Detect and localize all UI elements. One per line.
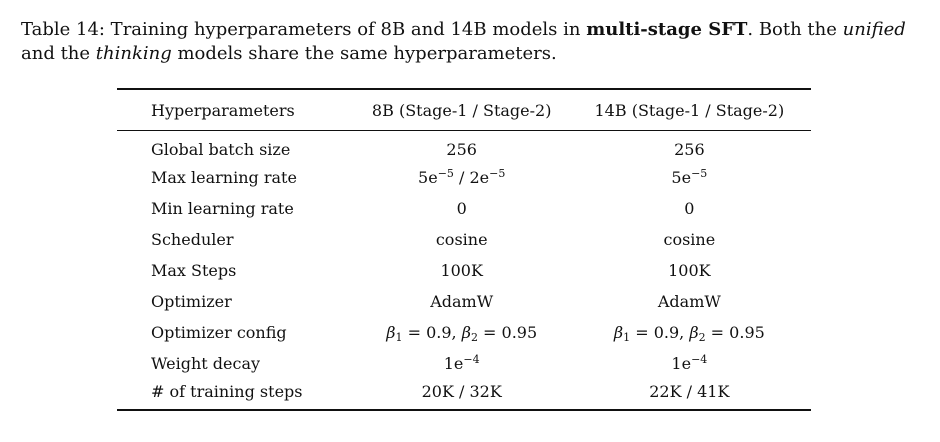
wd-base: 1e [443,353,464,373]
caption-mid2: and the [21,43,96,64]
table-row [117,162,811,193]
row-label: Max learning rate [151,167,297,187]
beta1-subscript: 1 [623,330,631,344]
hyperparameter-table-container [117,88,811,411]
beta-symbol: β [461,322,471,342]
row-label: Optimizer [151,291,232,311]
row-label: Scheduler [151,229,234,249]
beta-symbol: β [613,322,624,342]
table-header-row [117,89,811,131]
row-label: Global batch size [151,139,291,159]
cell-8b [356,317,568,348]
beta2-value: = 0.95 [477,322,538,342]
lr-14b-base: 5e [671,167,692,187]
row-label: Max Steps [151,260,237,280]
header-8b: 8B (Stage-1 / Stage-2) [356,89,568,131]
table-row [117,255,811,286]
cell-8b: 100K [440,260,483,280]
cell-8b: 256 [446,139,477,159]
cell-8b: AdamW [430,291,494,311]
lr-a-base: 5e [418,167,438,187]
table-row [117,224,811,255]
table-row [117,379,811,410]
cell-14b: cosine [663,229,716,249]
wd-exp: −4 [463,352,480,366]
row-label: Optimizer config [151,322,287,342]
table-row [117,131,811,162]
cell-8b [356,348,568,379]
row-label: Min learning rate [151,198,294,218]
lr-b-base: 2e [469,167,490,187]
table-row [117,286,811,317]
cell-14b: 100K [668,260,711,280]
cell-8b: cosine [435,229,488,249]
row-label: # of training steps [151,382,303,401]
beta1-value: = 0.9, [630,322,690,342]
beta2-subscript: 2 [470,330,478,344]
wd-exp: −4 [691,352,708,366]
cell-14b: 0 [684,198,695,218]
beta2-subscript: 2 [698,330,706,344]
header-hyperparameters: Hyperparameters [117,89,356,131]
cell-14b [568,162,811,193]
cell-14b: AdamW [657,291,721,311]
cell-14b: 22K / 41K [649,382,730,401]
lr-a-exp: −5 [437,166,454,180]
cell-14b [568,317,811,348]
table-row [117,193,811,224]
caption-italic-thinking: thinking [95,43,172,64]
beta-symbol: β [386,322,396,342]
wd-base: 1e [671,353,692,373]
table-row [117,317,811,348]
hyperparameter-table [117,88,811,411]
caption-italic-unified: unified [842,19,906,40]
caption-prefix: Table 14: Training hyperparameters of 8B and 14B models in [21,19,587,40]
cell-8b [356,162,568,193]
lr-separator: / [453,167,470,187]
header-14b: 14B (Stage-1 / Stage-2) [568,89,811,131]
table-caption [21,18,921,66]
beta1-value: = 0.9, [402,322,462,342]
caption-mid1: . Both the [747,19,843,40]
cell-8b: 20K / 32K [421,382,502,401]
cell-8b: 0 [456,198,467,218]
beta1-subscript: 1 [395,330,403,344]
cell-14b: 256 [674,139,705,159]
lr-b-exp: −5 [489,166,506,180]
row-label: Weight decay [151,353,261,373]
cell-14b [568,348,811,379]
caption-suffix: models share the same hyperparameters. [171,43,557,64]
lr-14b-exp: −5 [691,166,708,180]
table-row [117,348,811,379]
beta2-value: = 0.95 [705,322,765,342]
beta-symbol: β [689,322,699,342]
caption-bold: multi-stage SFT [586,19,748,40]
